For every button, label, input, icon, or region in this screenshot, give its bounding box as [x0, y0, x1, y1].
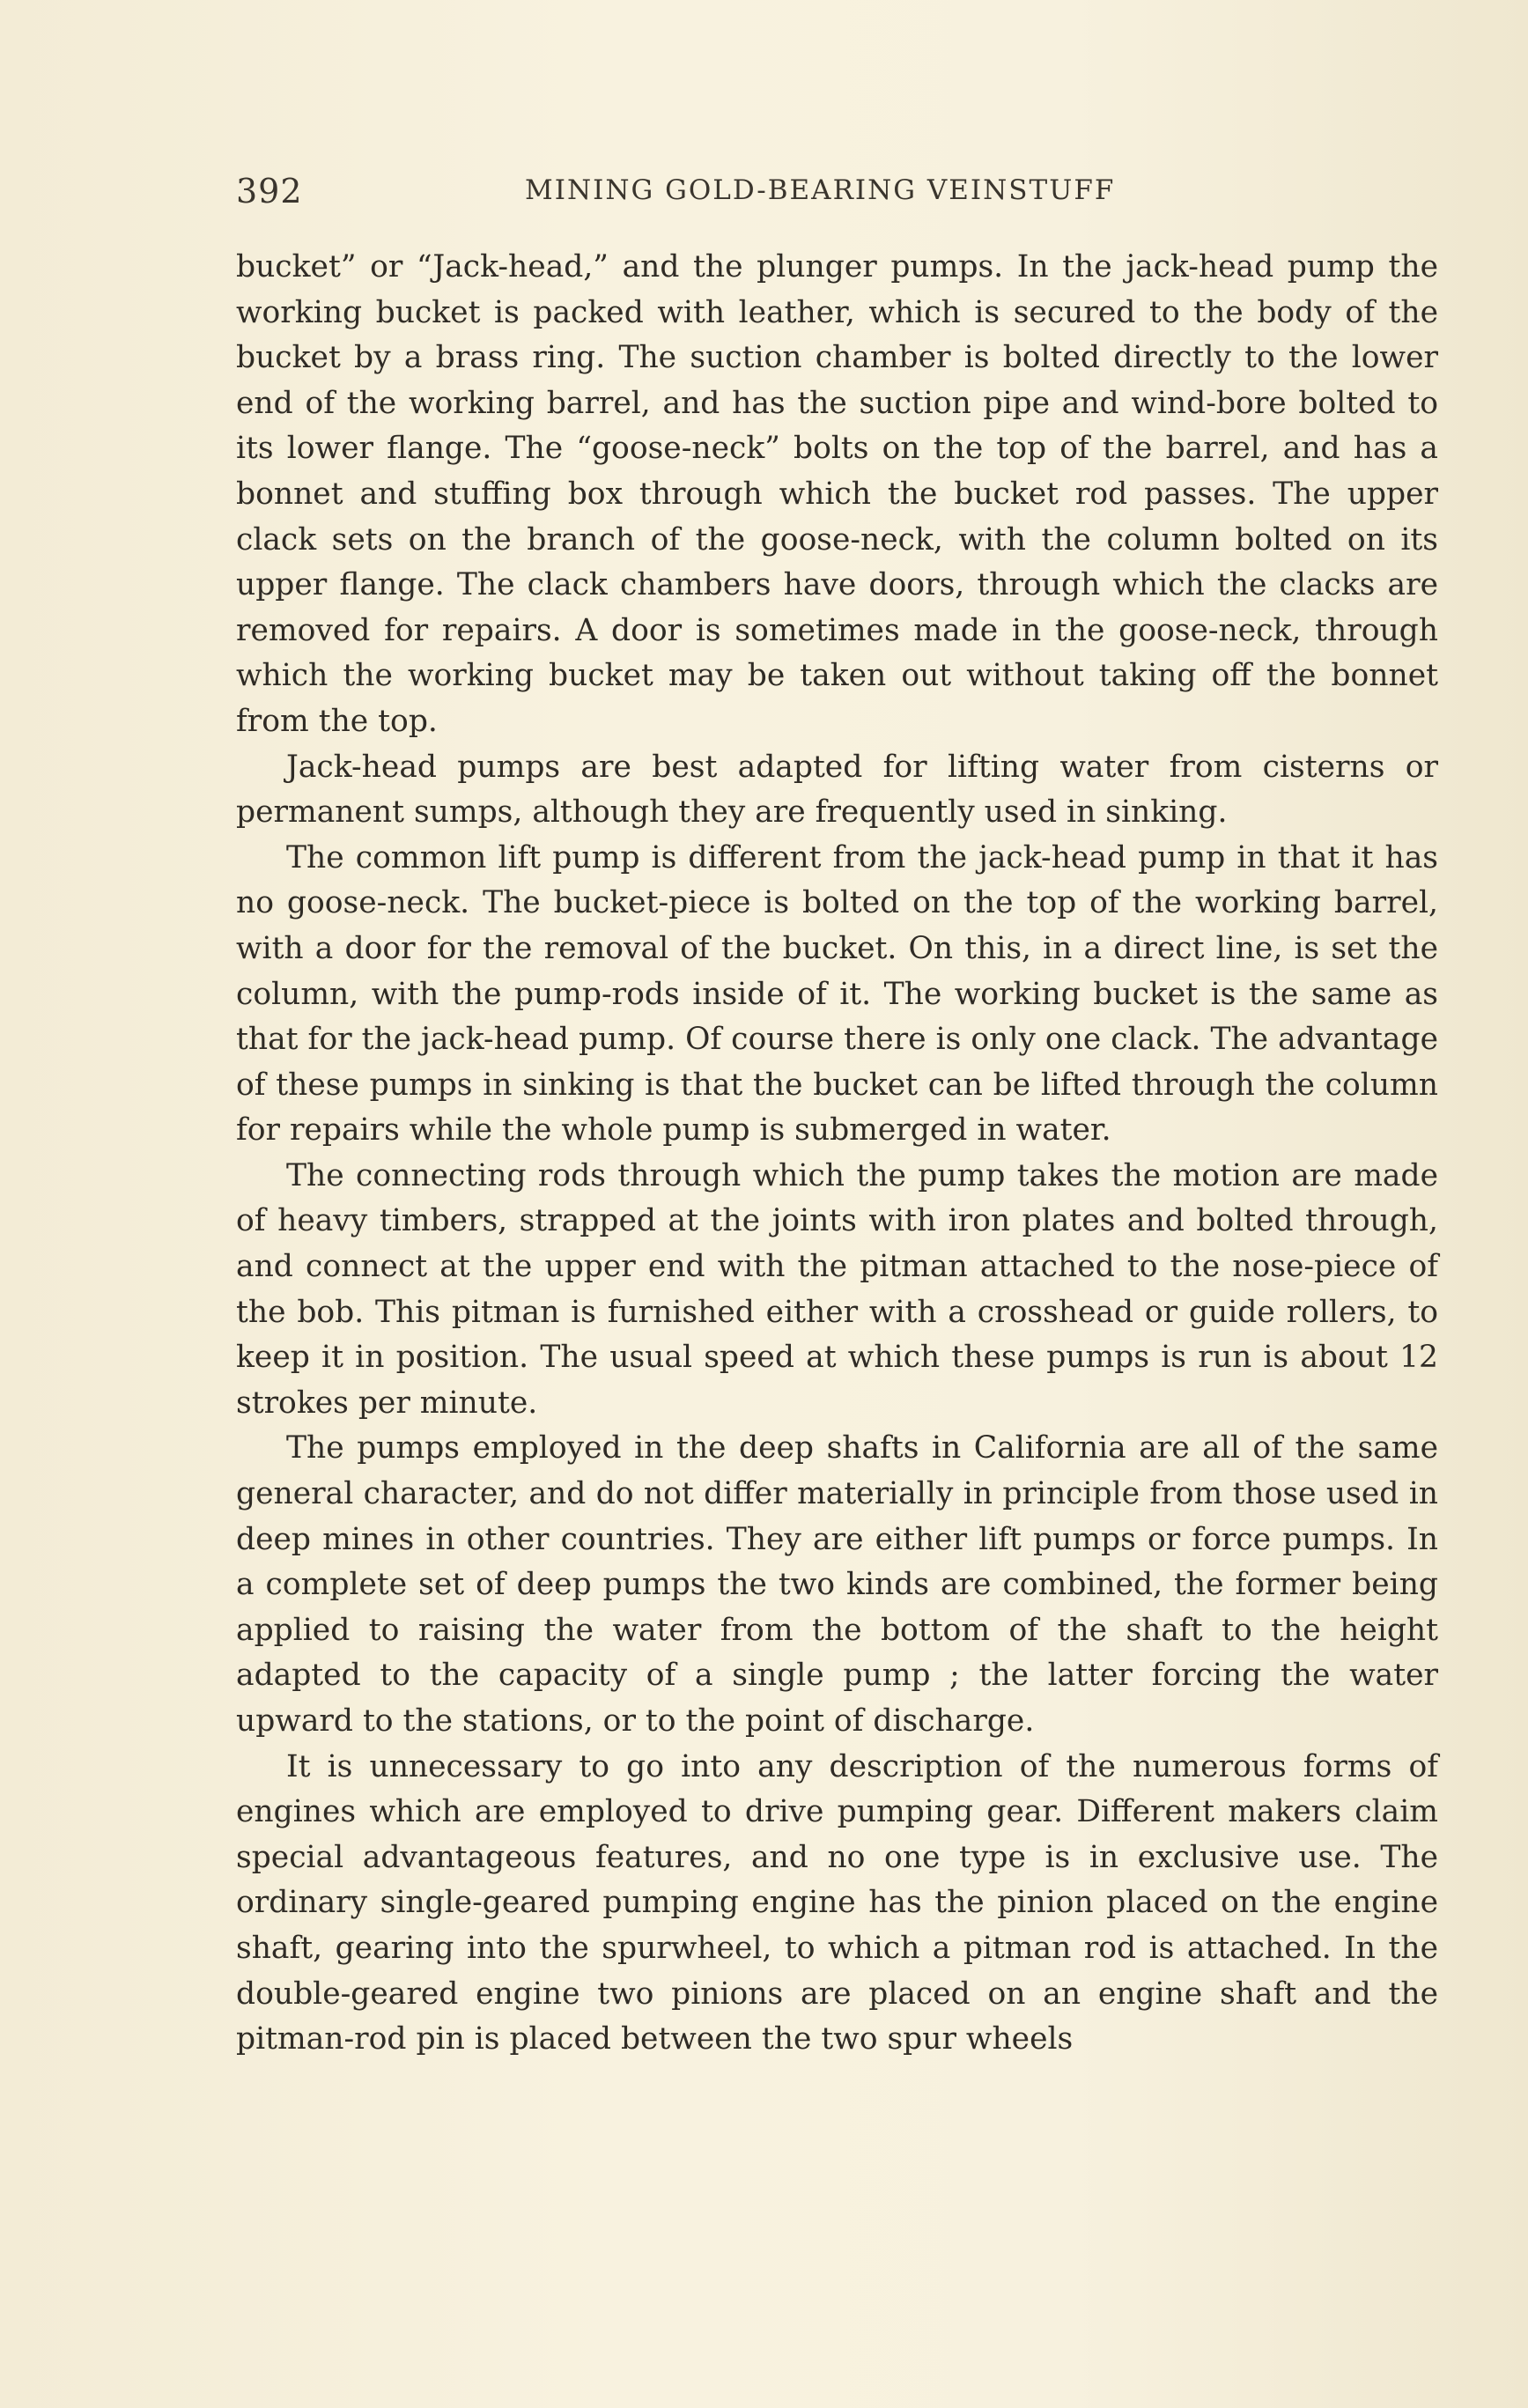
paragraph: Jack-head pumps are best adapted for lifting water from cisterns or permanent sumps, although they are frequently used in sinking.: [236, 749, 1438, 831]
running-head: MINING GOLD-BEARING VEINSTUFF: [525, 174, 1116, 206]
paragraph-continued: bucket” or “Jack-head,” and the plunger pumps. In the jack-head pump the working bucket is packed with leather, which is secured to the body of the bucket by a brass ring. The suction chamber is bolted directly to the lower end of the working barrel, and has the suction pipe and wind-bore bolted to its lower flange. The “goose-neck” bolts on the top of the barrel, and has a bonnet and stuffing box through which the bucket rod passes. The upper clack sets on the branch of the goose-neck, with the column bolted on its upper flange. The clack chambers have doors, through which the clacks are removed for repairs. A door is sometimes made in the goose-neck, through which the working bucket may be taken out without taking off the bonnet from the top.: [236, 249, 1438, 739]
paragraph: The connecting rods through which the pump takes the motion are made of heavy timbers, strapped at the joints with iron plates and bolted through, and connect at the upper end with the pitman attached to the nose-piece of the bob. This pitman is furnished either with a crosshead or guide rollers, to keep it in position. The usual speed at which these pumps is run is about 12 strokes per minute.: [236, 1157, 1438, 1421]
body-text: [236, 245, 1438, 2063]
paragraph: It is unnecessary to go into any description of the numerous forms of engines which are employed to drive pumping gear. Different makers claim special advantageous features, and no one type is in exclusive use. The ordinary single-geared pumping engine has the pinion placed on the engine shaft, gearing into the spurwheel, to which a pitman rod is attached. In the double-geared engine two pinions are placed on an engine shaft and the pitman-rod pin is placed between the two spur wheels: [236, 1748, 1438, 2057]
paragraph: The pumps employed in the deep shafts in California are all of the same general character, and do not differ materially in principle from those used in deep mines in other countries. They are either lift pumps or force pumps. In a complete set of deep pumps the two kinds are combined, the former being applied to raising the water from the bottom of the shaft to the height adapted to the capacity of a single pump ; the latter forcing the water upward to the stations, or to the point of discharge.: [236, 1430, 1438, 1739]
page-number: 392: [236, 172, 303, 211]
page-header: [236, 172, 1438, 216]
paragraph: The common lift pump is different from the jack-head pump in that it has no goose-neck. The bucket-piece is bolted on the top of the working barrel, with a door for the removal of the bucket. On this, in a direct line, is set the column, with the pump-rods inside of it. The working bucket is the same as that for the jack-head pump. Of course there is only one clack. The advantage of these pumps in sinking is that the bucket can be lifted through the column for repairs while the whole pump is submerged in water.: [236, 839, 1438, 1149]
